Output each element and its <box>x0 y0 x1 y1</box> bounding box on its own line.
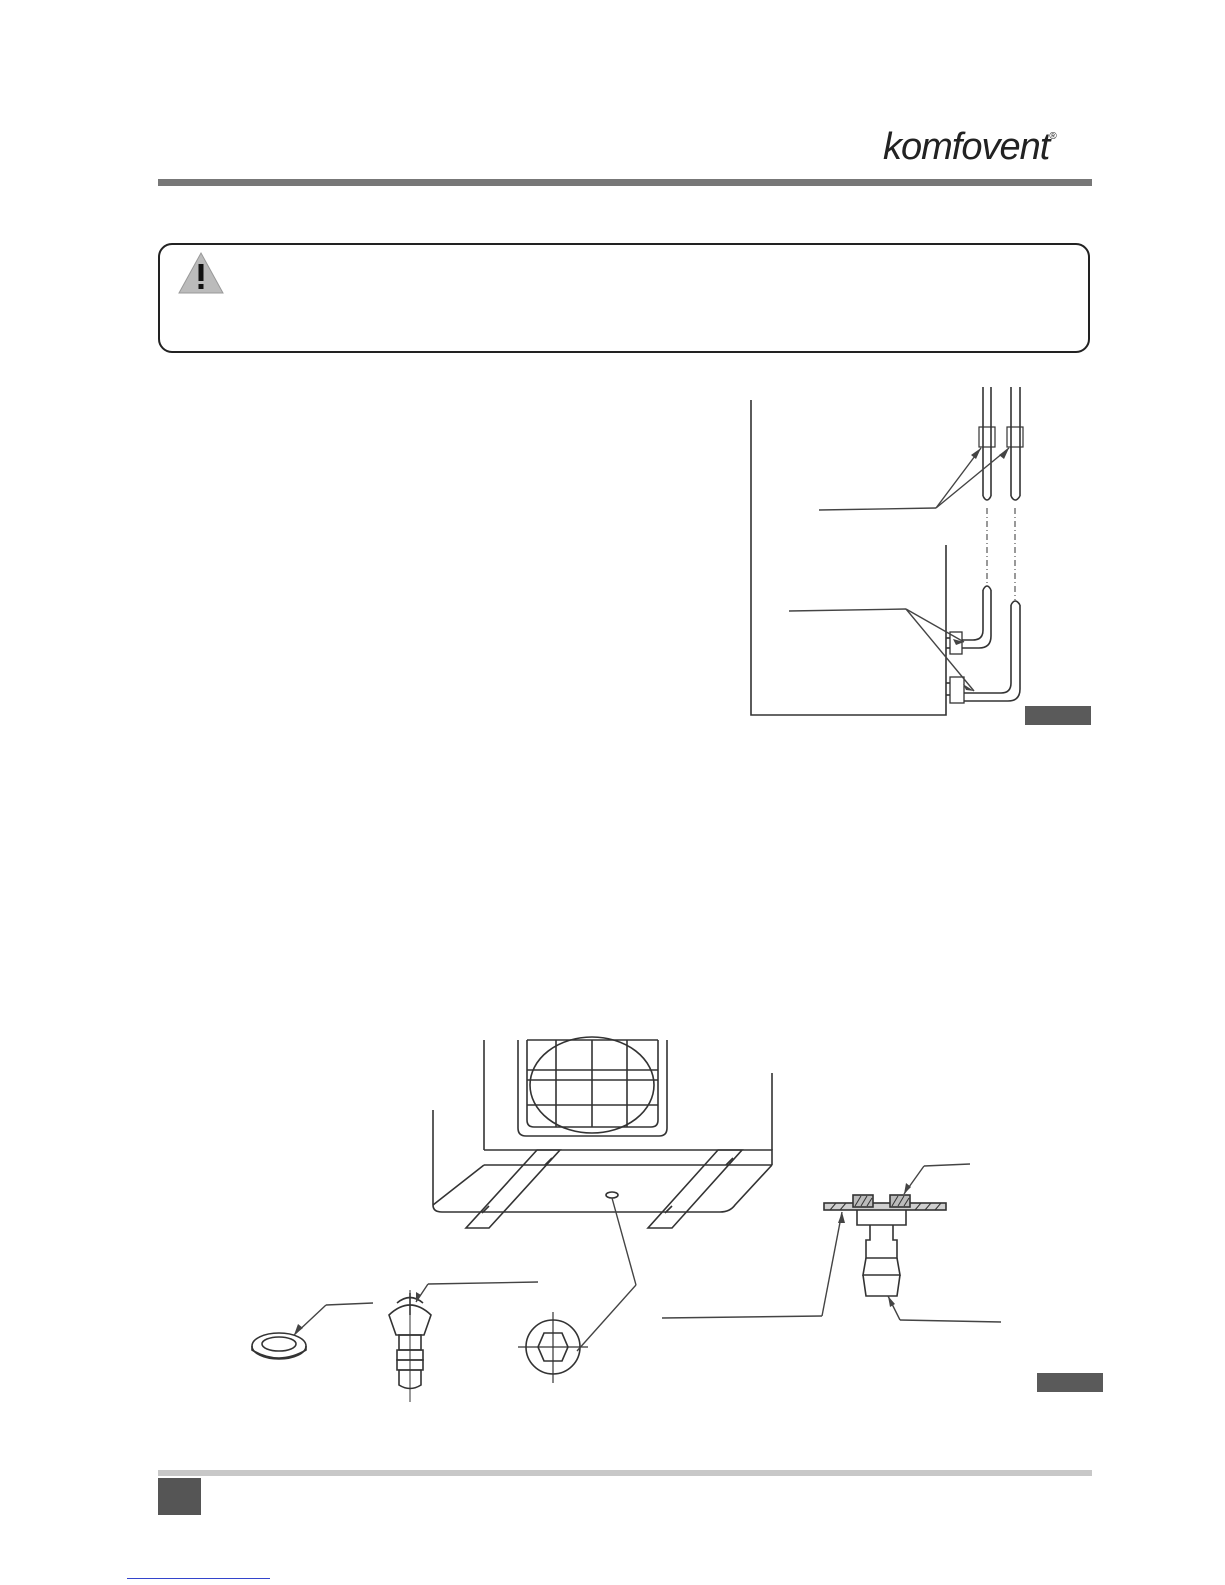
registered-mark: ® <box>1049 131 1056 142</box>
footer-link-underline[interactable] <box>127 1578 270 1579</box>
brand-name: komfovent <box>883 126 1050 168</box>
figure-number-tag <box>1037 1373 1103 1392</box>
footer-rule <box>158 1470 1092 1476</box>
page-number-box <box>158 1478 201 1515</box>
